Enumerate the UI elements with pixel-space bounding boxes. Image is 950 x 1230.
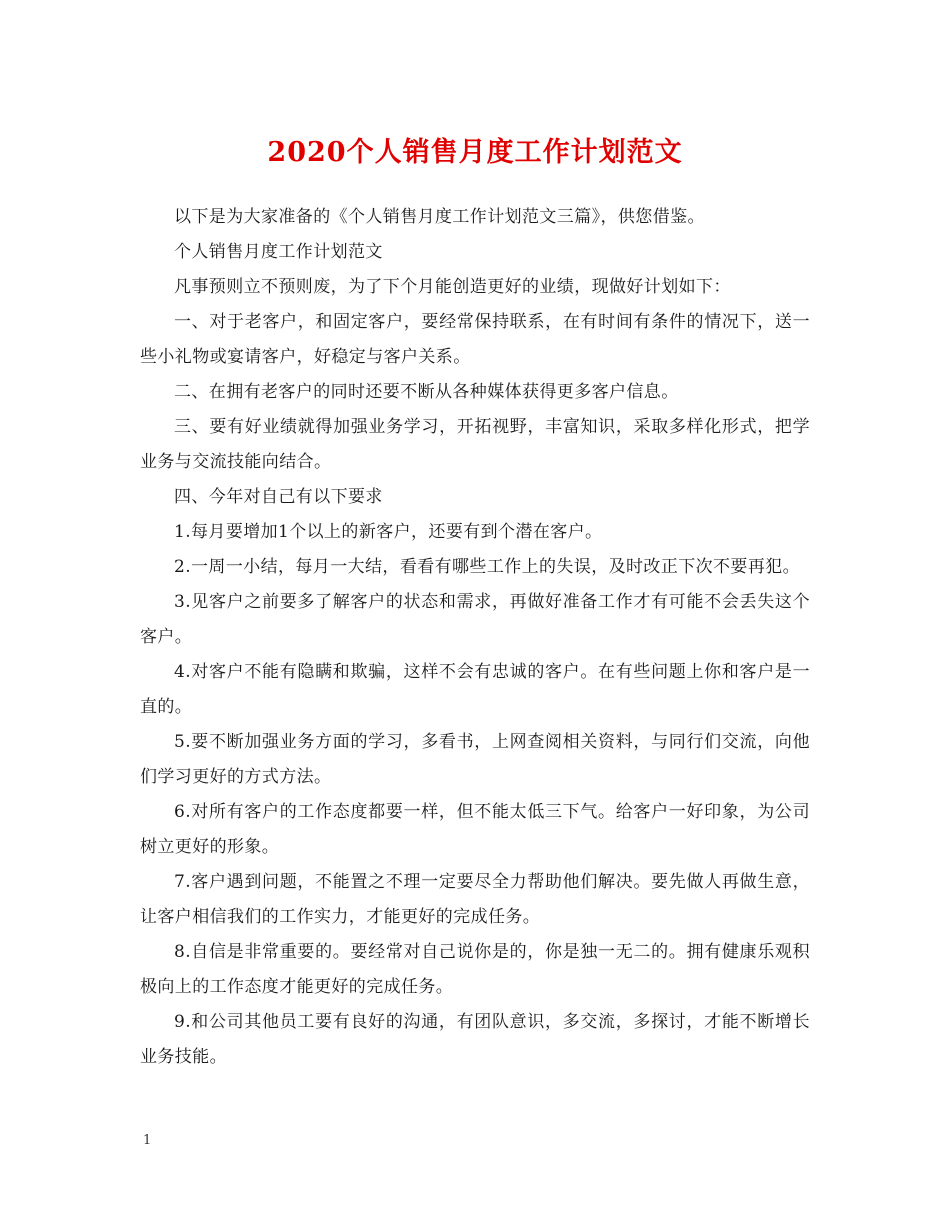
list-item-8: 8.自信是非常重要的。要经常对自己说你是的，你是独一无二的。拥有健康乐观积极向上的工作态度才能更好的完成任务。 xyxy=(140,942,810,997)
paragraph-section-3: 三、要有好业绩就得加强业务学习，开拓视野，丰富知识，采取多样化形式，把学业务与交流技能向结合。 xyxy=(140,417,810,472)
paragraph-subtitle: 个人销售月度工作计划范文 xyxy=(174,242,383,262)
page-number: 1 xyxy=(143,1133,152,1148)
list-item-2: 2.一周一小结，每月一大结，看看有哪些工作上的失误，及时改正下次不要再犯。 xyxy=(174,557,801,577)
document-body xyxy=(140,200,810,1075)
paragraph-section-4: 四、今年对自己有以下要求 xyxy=(174,487,383,507)
list-item-6: 6.对所有客户的工作态度都要一样，但不能太低三下气。给客户一好印象，为公司树立更好的形象。 xyxy=(140,802,810,857)
paragraph-preface: 凡事预则立不预则废，为了下个月能创造更好的业绩，现做好计划如下： xyxy=(174,277,731,297)
list-item-9: 9.和公司其他员工要有良好的沟通，有团队意识，多交流，多探讨，才能不断增长业务技能。 xyxy=(140,1012,810,1067)
list-item-4: 4.对客户不能有隐瞒和欺骗，这样不会有忠诚的客户。在有些问题上你和客户是一直的。 xyxy=(140,662,810,717)
paragraph-intro: 以下是为大家准备的《个人销售月度工作计划范文三篇》，供您借鉴。 xyxy=(174,207,705,227)
paragraph-section-2: 二、在拥有老客户的同时还要不断从各种媒体获得更多客户信息。 xyxy=(174,382,679,402)
list-item-7: 7.客户遇到问题，不能置之不理一定要尽全力帮助他们解决。要先做人再做生意，让客户相信我们的工作实力，才能更好的完成任务。 xyxy=(140,872,810,927)
paragraph-section-1: 一、对于老客户，和固定客户，要经常保持联系，在有时间有条件的情况下，送一些小礼物或宴请客户，好稳定与客户关系。 xyxy=(140,312,810,367)
list-item-3: 3.见客户之前要多了解客户的状态和需求，再做好准备工作才有可能不会丢失这个客户。 xyxy=(140,592,810,647)
document-title: 2020个人销售月度工作计划范文 xyxy=(267,137,683,168)
list-item-1: 1.每月要增加1个以上的新客户，还要有到个潜在客户。 xyxy=(174,522,603,542)
list-item-5: 5.要不断加强业务方面的学习，多看书，上网查阅相关资料，与同行们交流，向他们学习更好的方式方法。 xyxy=(140,732,810,787)
